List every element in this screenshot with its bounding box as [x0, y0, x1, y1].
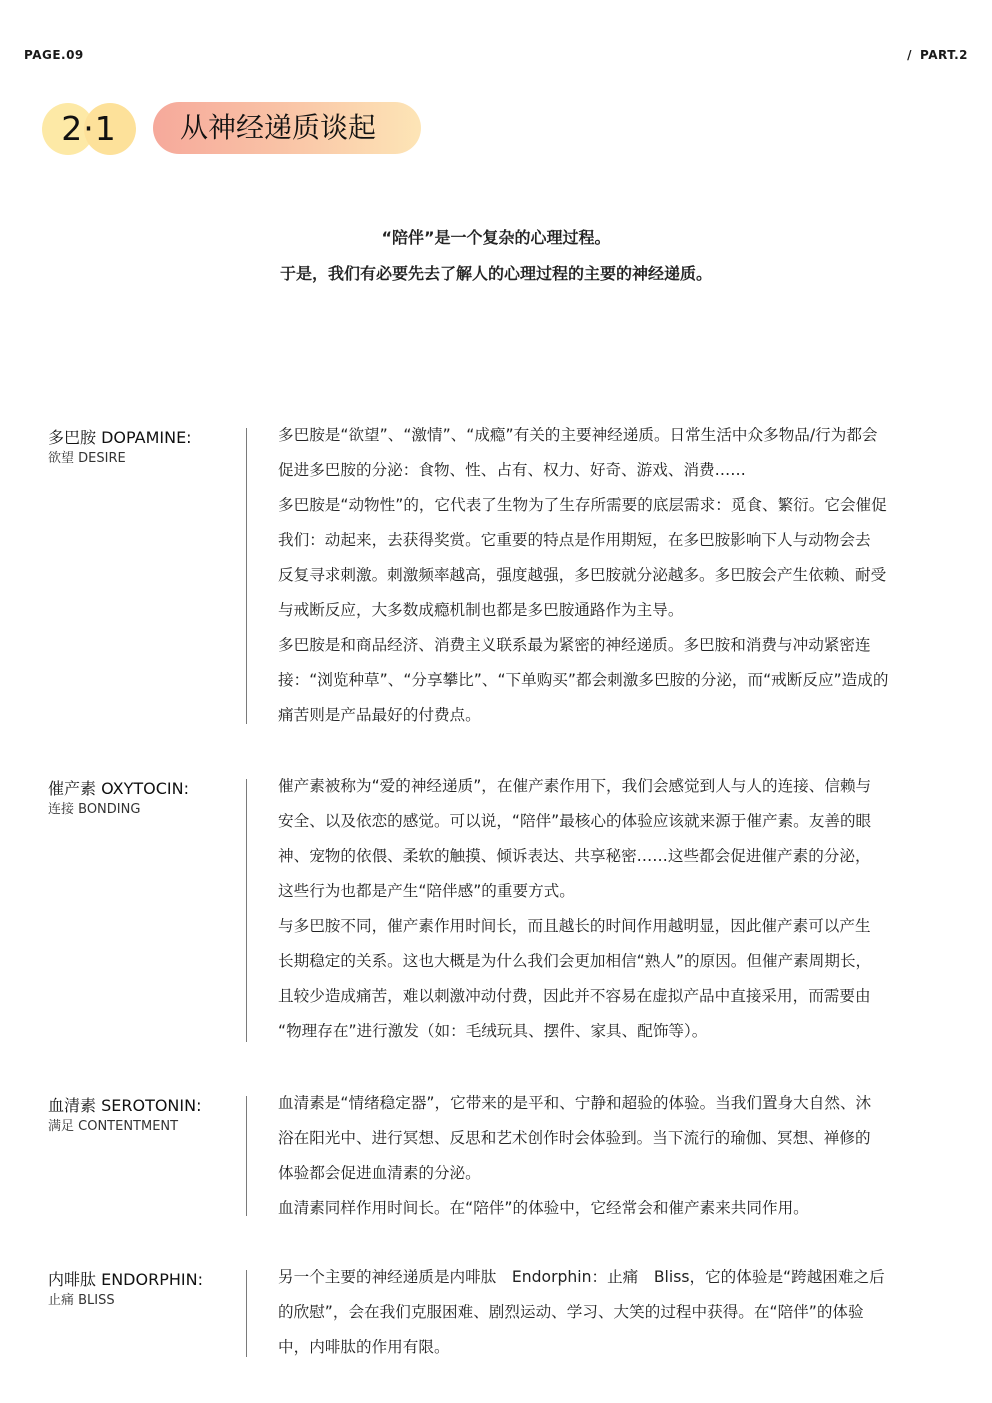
neurotransmitter-subtitle: 满足 CONTENTMENT — [48, 1119, 179, 1134]
neurotransmitter-name: 血清素 SEROTONIN: — [48, 1096, 202, 1115]
paragraph — [278, 909, 946, 1049]
header-slash: / — [907, 48, 913, 62]
neurotransmitter-description — [278, 1260, 946, 1365]
section-number-badge — [42, 103, 136, 155]
text-line: 浴在阳光中、进行冥想、反思和艺术创作时会体验到。当下流行的瑜伽、冥想、禅修的 — [278, 1129, 871, 1147]
text-line: 另一个主要的神经递质是内啡肽 Endorphin：止痛 Bliss，它的体验是“跨越困难之后 — [278, 1268, 885, 1286]
text-line: 反复寻求刺激。刺激频率越高，强度越强，多巴胺就分泌越多。多巴胺会产生依赖、耐受 — [278, 566, 887, 584]
neurotransmitter-description — [278, 418, 946, 733]
neurotransmitter-label — [48, 428, 238, 468]
text-line: 与戒断反应，大多数成瘾机制也都是多巴胺通路作为主导。 — [278, 601, 684, 619]
neurotransmitter-name: 多巴胺 DOPAMINE: — [48, 428, 192, 447]
paragraph — [278, 1086, 946, 1191]
paragraph — [278, 418, 946, 488]
text-line: 且较少造成痛苦，难以刺激冲动付费，因此并不容易在虚拟产品中直接采用，而需要由 — [278, 987, 871, 1005]
vertical-divider — [246, 428, 247, 724]
text-line: 安全、以及依恋的感觉。可以说，“陪伴”最核心的体验应该就来源于催产素。友善的眼 — [278, 812, 872, 830]
intro-line-1: “陪伴”是一个复杂的心理过程。 — [381, 228, 611, 247]
text-line: 体验都会促进血清素的分泌。 — [278, 1164, 481, 1182]
section-title: 从神经递质谈起 — [180, 111, 377, 144]
paragraph — [278, 628, 946, 733]
neurotransmitter-label — [48, 779, 238, 819]
section-title-pill — [153, 102, 421, 154]
text-line: 神、宠物的依偎、柔软的触摸、倾诉表达、共享秘密……这些都会促进催产素的分泌， — [278, 847, 871, 865]
text-line: 与多巴胺不同，催产素作用时间长，而且越长的时间作用越明显，因此催产素可以产生 — [278, 917, 871, 935]
page-number: PAGE.09 — [24, 48, 84, 62]
text-line: 接：“浏览种草”、“分享攀比”、“下单购买”都会刺激多巴胺的分泌，而“戒断反应”造成的 — [278, 671, 889, 689]
text-line: 血清素是“情绪稳定器”，它带来的是平和、宁静和超验的体验。当我们置身大自然、沐 — [278, 1094, 872, 1112]
text-line: 多巴胺是“欲望”、“激情”、“成瘾”有关的主要神经递质。日常生活中众多物品/行为都会 — [278, 426, 878, 444]
part-label — [907, 48, 968, 62]
paragraph — [278, 1260, 946, 1365]
vertical-divider — [246, 779, 247, 1042]
text-line: 催产素被称为“爱的神经递质”，在催产素作用下，我们会感觉到人与人的连接、信赖与 — [278, 777, 872, 795]
section-number: 2·1 — [61, 109, 117, 148]
paragraph — [278, 488, 946, 628]
part-number: PART.2 — [920, 48, 968, 62]
vertical-divider — [246, 1270, 247, 1357]
neurotransmitter-label — [48, 1096, 238, 1136]
paragraph — [278, 769, 946, 909]
text-line: 我们：动起来，去获得奖赏。它重要的特点是作用期短，在多巴胺影响下人与动物会去 — [278, 531, 871, 549]
neurotransmitter-description — [278, 769, 946, 1049]
text-line: “物理存在”进行激发（如：毛绒玩具、摆件、家具、配饰等）。 — [278, 1022, 708, 1040]
neurotransmitter-subtitle: 欲望 DESIRE — [48, 451, 126, 466]
intro-text — [0, 220, 992, 292]
neurotransmitter-name: 催产素 OXYTOCIN: — [48, 779, 190, 798]
neurotransmitter-label — [48, 1270, 238, 1310]
text-line: 血清素同样作用时间长。在“陪伴”的体验中，它经常会和催产素来共同作用。 — [278, 1199, 809, 1217]
text-line: 的欣慰”，会在我们克服困难、剧烈运动、学习、大笑的过程中获得。在“陪伴”的体验 — [278, 1303, 864, 1321]
paragraph — [278, 1191, 946, 1226]
text-line: 长期稳定的关系。这也大概是为什么我们会更加相信“熟人”的原因。但催产素周期长， — [278, 952, 872, 970]
text-line: 这些行为也都是产生“陪伴感”的重要方式。 — [278, 882, 575, 900]
text-line: 中，内啡肽的作用有限。 — [278, 1338, 450, 1356]
neurotransmitter-subtitle: 连接 BONDING — [48, 802, 141, 817]
text-line: 多巴胺是“动物性”的，它代表了生物为了生存所需要的底层需求：觅食、繁衍。它会催促 — [278, 496, 887, 514]
intro-line-2: 于是，我们有必要先去了解人的心理过程的主要的神经递质。 — [279, 264, 712, 283]
neurotransmitter-subtitle: 止痛 BLISS — [48, 1293, 115, 1308]
text-line: 多巴胺是和商品经济、消费主义联系最为紧密的神经递质。多巴胺和消费与冲动紧密连 — [278, 636, 871, 654]
text-line: 痛苦则是产品最好的付费点。 — [278, 706, 481, 724]
neurotransmitter-description — [278, 1086, 946, 1226]
vertical-divider — [246, 1096, 247, 1216]
neurotransmitter-name: 内啡肽 ENDORPHIN: — [48, 1270, 203, 1289]
text-line: 促进多巴胺的分泌：食物、性、占有、权力、好奇、游戏、消费…… — [278, 461, 746, 479]
